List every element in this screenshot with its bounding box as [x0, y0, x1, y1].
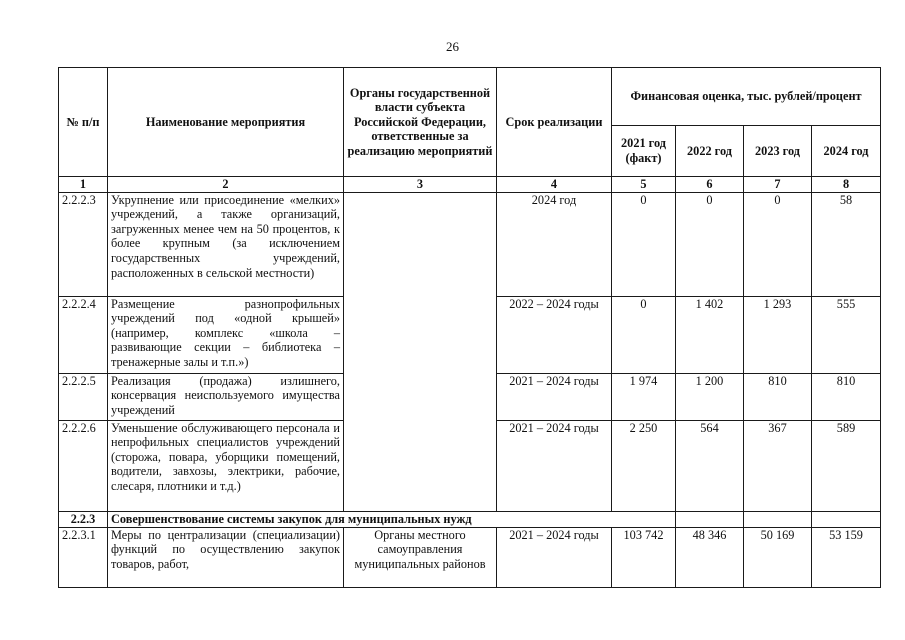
row-term: 2024 год: [497, 192, 612, 296]
row-value-2022: 48 346: [676, 527, 744, 587]
row-code: 2.2.2.5: [59, 373, 108, 420]
row-value-2022: 1 200: [676, 373, 744, 420]
row-code: 2.2.2.3: [59, 192, 108, 296]
row-value-2021: 0: [612, 192, 676, 296]
row-value-2021: 2 250: [612, 420, 676, 511]
row-value-2023: 1 293: [744, 296, 812, 373]
column-index: 8: [812, 177, 881, 193]
row-name: Размещение разнопрофильных учреждений под «одной крышей» (например, комплекс «школа – развивающие секции – библиотека – тренажерные залы и т.п.»): [108, 296, 344, 373]
page-number: 26: [446, 39, 459, 54]
section-empty-cell: [812, 511, 881, 527]
header-year-2021: 2021 год (факт): [612, 126, 676, 177]
column-index: 2: [108, 177, 344, 193]
row-value-2022: 0: [676, 192, 744, 296]
header-organs: Органы государственной власти субъекта Российской Федерации, ответственные за реализацию мероприятий: [344, 68, 497, 177]
row-value-2021: 1 974: [612, 373, 676, 420]
column-index-row: [59, 177, 881, 193]
section-code: 2.2.3: [59, 511, 108, 527]
column-index: 4: [497, 177, 612, 193]
row-term: 2021 – 2024 годы: [497, 420, 612, 511]
measures-table: [58, 67, 881, 588]
section-empty-cell: [744, 511, 812, 527]
column-index: 5: [612, 177, 676, 193]
row-code: 2.2.3.1: [59, 527, 108, 587]
row-value-2024: 555: [812, 296, 881, 373]
row-term: 2021 – 2024 годы: [497, 373, 612, 420]
header-year-2022: 2022 год: [676, 126, 744, 177]
column-index: 7: [744, 177, 812, 193]
section-title: Совершенствование системы закупок для муниципальных нужд: [108, 511, 676, 527]
row-value-2023: 810: [744, 373, 812, 420]
table-row: [59, 192, 881, 296]
section-empty-cell: [676, 511, 744, 527]
row-value-2023: 367: [744, 420, 812, 511]
header-finance: Финансовая оценка, тыс. рублей/процент: [612, 68, 881, 126]
row-code: 2.2.2.6: [59, 420, 108, 511]
row-organ-empty: [344, 192, 497, 511]
row-name: Меры по централизации (специализации) функций по осуществлению закупок товаров, работ,: [108, 527, 344, 587]
row-term: 2021 – 2024 годы: [497, 527, 612, 587]
row-value-2024: 53 159: [812, 527, 881, 587]
row-value-2021: 0: [612, 296, 676, 373]
header-year-2023: 2023 год: [744, 126, 812, 177]
header-year-2024: 2024 год: [812, 126, 881, 177]
row-value-2021: 103 742: [612, 527, 676, 587]
row-name: Укрупнение или присоединение «мелких» учреждений, а также организаций, загруженных менее чем на 50 процентов, к более крупным (за исключением государственных учреждений, расположенных в сельской местности): [108, 192, 344, 296]
row-term: 2022 – 2024 годы: [497, 296, 612, 373]
column-index: 1: [59, 177, 108, 193]
row-value-2022: 564: [676, 420, 744, 511]
row-value-2024: 58: [812, 192, 881, 296]
column-index: 6: [676, 177, 744, 193]
row-code: 2.2.2.4: [59, 296, 108, 373]
section-row: [59, 511, 881, 527]
column-index: 3: [344, 177, 497, 193]
row-name: Реализация (продажа) излишнего, консервация неиспользуемого имущества учреждений: [108, 373, 344, 420]
row-value-2024: 589: [812, 420, 881, 511]
row-value-2023: 0: [744, 192, 812, 296]
table-row: [59, 527, 881, 587]
row-name: Уменьшение обслуживающего персонала и непрофильных специалистов учреждений (сторожа, повара, уборщики помещений, водители, завхозы, электрики, рабочие, слесаря, плотники и т.д.): [108, 420, 344, 511]
header-term: Срок реализации: [497, 68, 612, 177]
header-num: № п/п: [59, 68, 108, 177]
row-value-2024: 810: [812, 373, 881, 420]
row-value-2023: 50 169: [744, 527, 812, 587]
header-name: Наименование мероприятия: [108, 68, 344, 177]
row-organ: Органы местного самоуправления муниципальных районов: [344, 527, 497, 587]
row-value-2022: 1 402: [676, 296, 744, 373]
